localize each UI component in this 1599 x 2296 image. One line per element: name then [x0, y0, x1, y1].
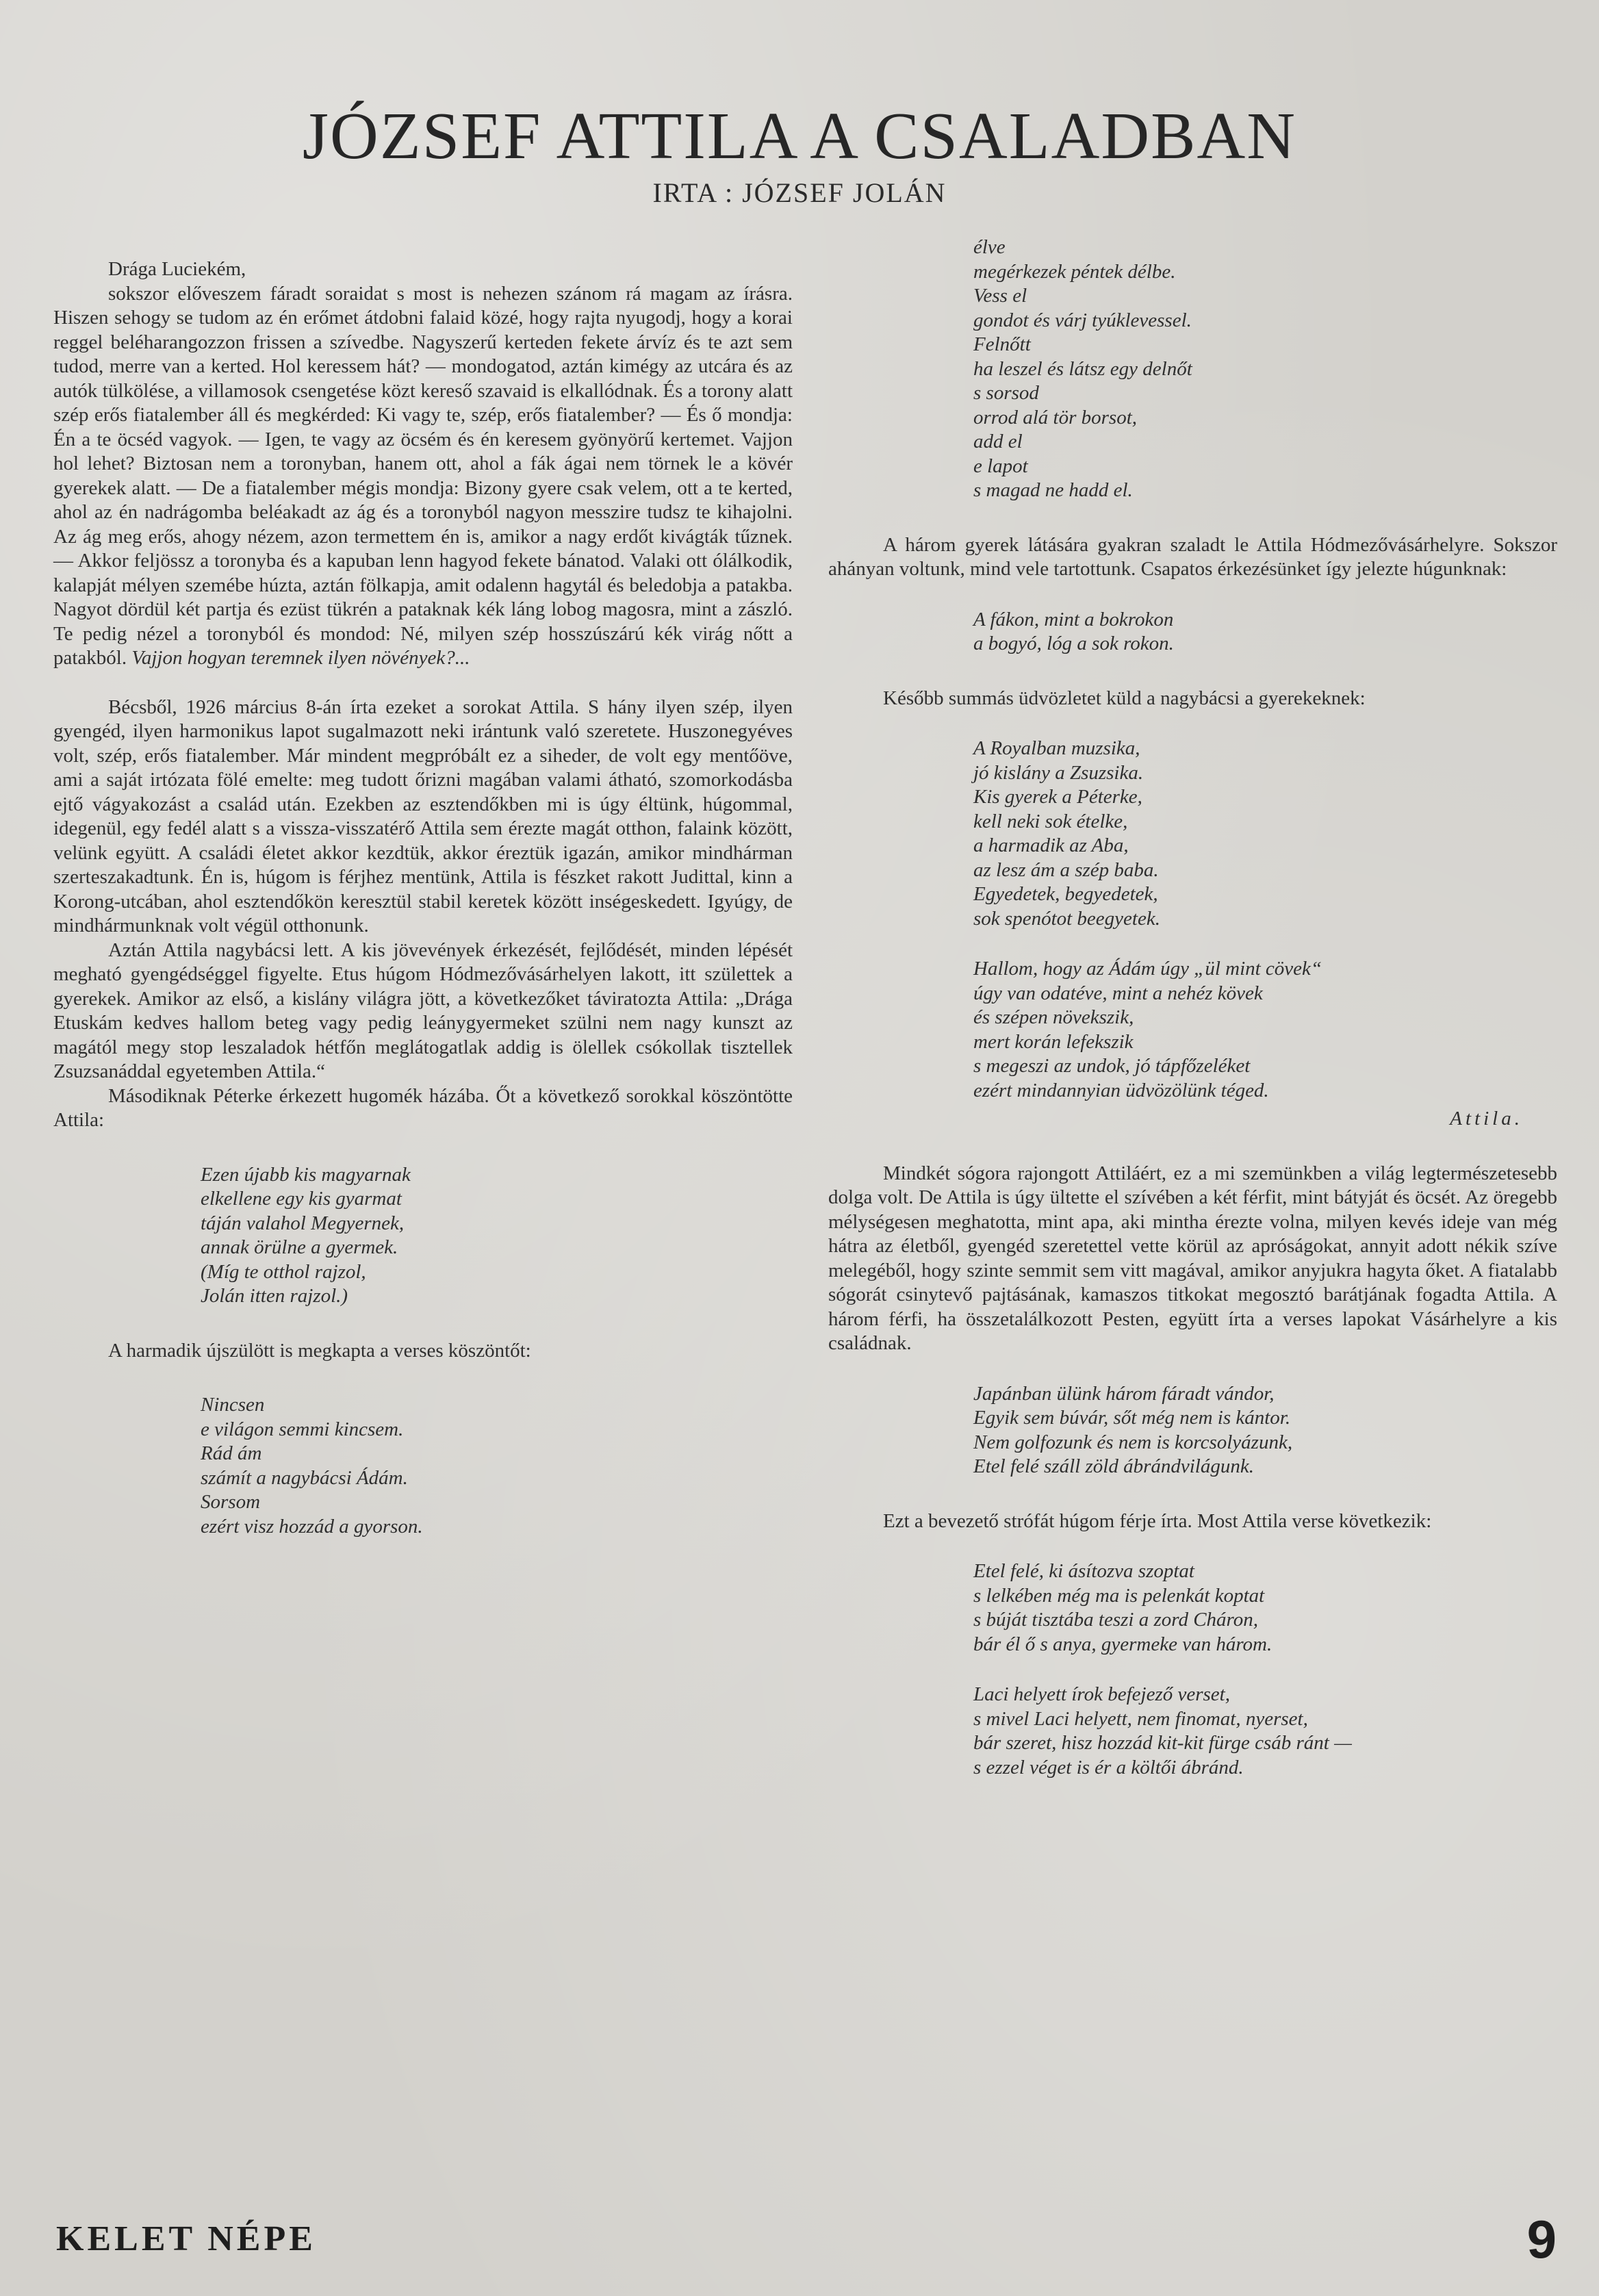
poem-laci: Laci helyett írok befejező verset, s mivel Laci helyett, nem finomat, nyerset, bár szeret, hisz hozzád kit-kit fürge csáb ránt — s ezzel véget is ér a költői ábránd.	[973, 1683, 1352, 1778]
right-column	[828, 235, 1557, 1780]
poem-adam-growing: Hallom, hogy az Ádám úgy „ül mint cövek“ úgy van odatéve, mint a nehéz kövek és szépen növekszik, mert korán lefekszik s megeszi az undok, jó tápfőzeléket ezért mindannyian üdvözölünk téged.	[973, 958, 1322, 1101]
paragraph-vienna: Bécsből, 1926 március 8-án írta ezeket a sorokat Attila. S hány ilyen szép, ilyen gyengéd, ilyen harmonikus lapot sugalmazott neki irántunk való szeretete. Huszonegyéves volt, szép, erős fiatalember. Már mindent megpróbált ez a siheder, de volt egy mentőöve, ami a saját irtózata fölé emelte: meg tudott őrizni magában valami átható, szomorkodásba ejtő vágyakozást a család után. Ezekben az esztendőkben mi is úgy éltünk, húgommal, idegenül, egy fedél alatt s a vissza-visszatérő Attila sem érezte magát otthon, falaink között, velünk együtt. A családi életet akkor kezdtük, akkor éreztük igazán, amikor mindhárman szerteszakadtunk. Én is, húgom is férjhez mentünk, Attila is fészket rakott Judittal, kinn a Korong-utcában, ahol esztendőkön keresztül stabil keretek között inségeskedett. Igyúgy, de mindhármunknak volt végül otthonunk.	[53, 696, 793, 936]
paragraph-three-children: A három gyerek látására gyakran szaladt le Attila Hódmezővásárhelyre. Sokszor ahányan voltunk, mind vele tartottunk. Csapatos érkezésünket így jelezte húgunknak:	[828, 533, 1557, 580]
poem-etel: Etel felé, ki ásítozva szoptat s lelkében még ma is pelenkát koptat s búját tisztába teszi a zord Cháron, bár él ő s anya, gyermeke van három.	[973, 1560, 1272, 1655]
poem-royal: A Royalban muzsika, jó kislány a Zsuzsika. Kis gyerek a Péterke, kell neki sok ételke, a harmadik az Aba, az lesz ám a szép baba. Egyedetek, begyedetek, sok spenótot beegyetek.	[973, 737, 1160, 930]
salutation: Drága Luciekém,	[108, 258, 246, 280]
poem-adam: Nincsen e világon semmi kincsem. Rád ám számít a nagybácsi Ádám. Sorsom ezért visz hozzád a gyorson.	[201, 1394, 423, 1538]
letter-paragraph: sokszor előveszem fáradt soraidat s most is nehezen szánom rá magam az írásra. Hiszen sehogy se tudom az én erőmet átdobni falaid közé, hogy rajta nyugodj, hogy a korai reggel beléharangozzon frissen a szívedbe. Nagyszerű kerteden fekete árvíz és te azt sem tudod, merre van a kerted. Hol keressem hát? — mondogatod, aztán kimégy az utcára és az autók tülkölése, a villamosok csengetése közt kereső szavaid is elkallódnak. És a torony alatt szép erős fiatalember áll és megkérded: Ki vagy te, szép, erős fiatalember? — És ő mondja: Én a te öcséd vagyok. — Igen, te vagy az öcsém és én keresem gyönyörű kertemet. Vajjon hol lehet? Biztosan nem a toronyban, hanem ott, ahol a fák ágai nem törnek le a kövér gyerekek alatt. — De a fiatalember mégis mondja: Bizony gyere csak velem, ott a te kerted, ahol az én nadrágomba beléakadt az ág és a toronyból nagyon messzire tudsz te kihajolni. Az ág meg erős, ahogy nézem, azon termettem én is, amikor a nagy erdőt kivágták tűznek. — Akkor feljössz a toronyba és a kapuban lenn hagyod fekete bánatod. Valaki ott ólálkodik, kalapját mélyen szemébe húzta, aztán fölkapja, amit odalenn hagytál és beledobja a patakba. Nagyot dördül két partja és ezüst tükrén a pataknak kék láng lobog magosra, mint a zászló. Te pedig nézel a toronyból és mondod: Né, milyen szép hosszúszárú kék virág nőtt a patakból. Vajjon hogyan teremnek ilyen növények?...	[53, 282, 793, 669]
left-column	[53, 257, 793, 1539]
paragraph-summary-greeting: Később summás üdvözletet küld a nagybácsi a gyerekeknek:	[883, 687, 1366, 709]
paragraph-second-child: Másodiknak Péterke érkezett hugomék házába. Őt a következő sorokkal köszöntötte Attila:	[53, 1084, 793, 1131]
poem-peterke: Ezen újabb kis magyarnak elkellene egy kis gyarmat táján valahol Megyernek, annak örülne a gyermek. (Míg te otthol rajzol, Jolán itten rajzol.)	[201, 1163, 411, 1307]
poem-signature: Attila.	[1450, 1108, 1523, 1130]
paragraph-brothers-in-law: Mindkét sógora rajongott Attiláért, ez a mi szemünkben a világ legtermészetesebb dolga volt. De Attila is úgy ültette el szívében a két férfit, mint bátyját és öcsét. Az öregebb mélységesen meghatotta, mint apa, aki mintha érezte volna, milyen kevés ideje van még hátra az életből, gyengéd szeretettel vette körül az apróságokat, annyit adott nékik szíve melegéből, hogy szinte semmit sem vitt magával, amikor anyjukra hagyta őket. A fiatalabb sógorát csinytevő pajtásának, kamaszos titkokat megosztó barátjának fogadta Attila. A három férfi, ha összetalálkozott Pesten, együtt írta a verses lapokat Vásárhelyre a kis családnak.	[828, 1162, 1557, 1354]
paragraph-third-child: A harmadik újszülött is megkapta a verses köszöntőt:	[108, 1339, 531, 1362]
paragraph-uncle: Aztán Attila nagybácsi lett. A kis jövevények érkezését, fejlődését, minden lépését megható gyengédséggel figyelte. Etus húgom Hódmezővásárhelyen lakott, itt születtek a gyerekek. Amikor az első, a kislány világra jött, a következőket táviratozta Attila: „Drága Etuskám kedves hallom beteg vagy pedig leánygyermeket szülni nem nagy kunszt az magától megy stop leszaladok hétfőn meglátogatlak addig is ölellek csókollak tisztellek Zsuzsanáddal egyetemben Attila.“	[53, 939, 793, 1082]
magazine-name: KELET NÉPE	[56, 2219, 316, 2258]
poem-fakon: A fákon, mint a bokrokon a bogyó, lóg a sok rokon.	[973, 608, 1174, 654]
article-byline: IRTA : JÓZSEF JOLÁN	[652, 177, 947, 208]
letter-closing-italic: Vajjon hogyan teremnek ilyen növények?...	[131, 647, 470, 669]
article-title: JÓZSEF ATTILA A CSALADBAN	[302, 99, 1297, 173]
poem-continuation: élve megérkezek péntek délbe. Vess el gondot és várj tyúklevessel. Felnőtt ha leszel és látsz egy delnőt s sorsod orrod alá tör borsot, add el e lapot s magad ne hadd el.	[973, 236, 1192, 501]
paragraph-intro-strophe: Ezt a bevezető strófát húgom férje írta. Most Attila verse következik:	[883, 1509, 1432, 1532]
page-number: 9	[1526, 2209, 1557, 2269]
poem-japan: Japánban ülünk három fáradt vándor, Egyik sem búvár, sőt még nem is kántor. Nem golfozunk és nem is korcsolyázunk, Etel felé száll zöld ábrándvilágunk.	[973, 1382, 1293, 1477]
